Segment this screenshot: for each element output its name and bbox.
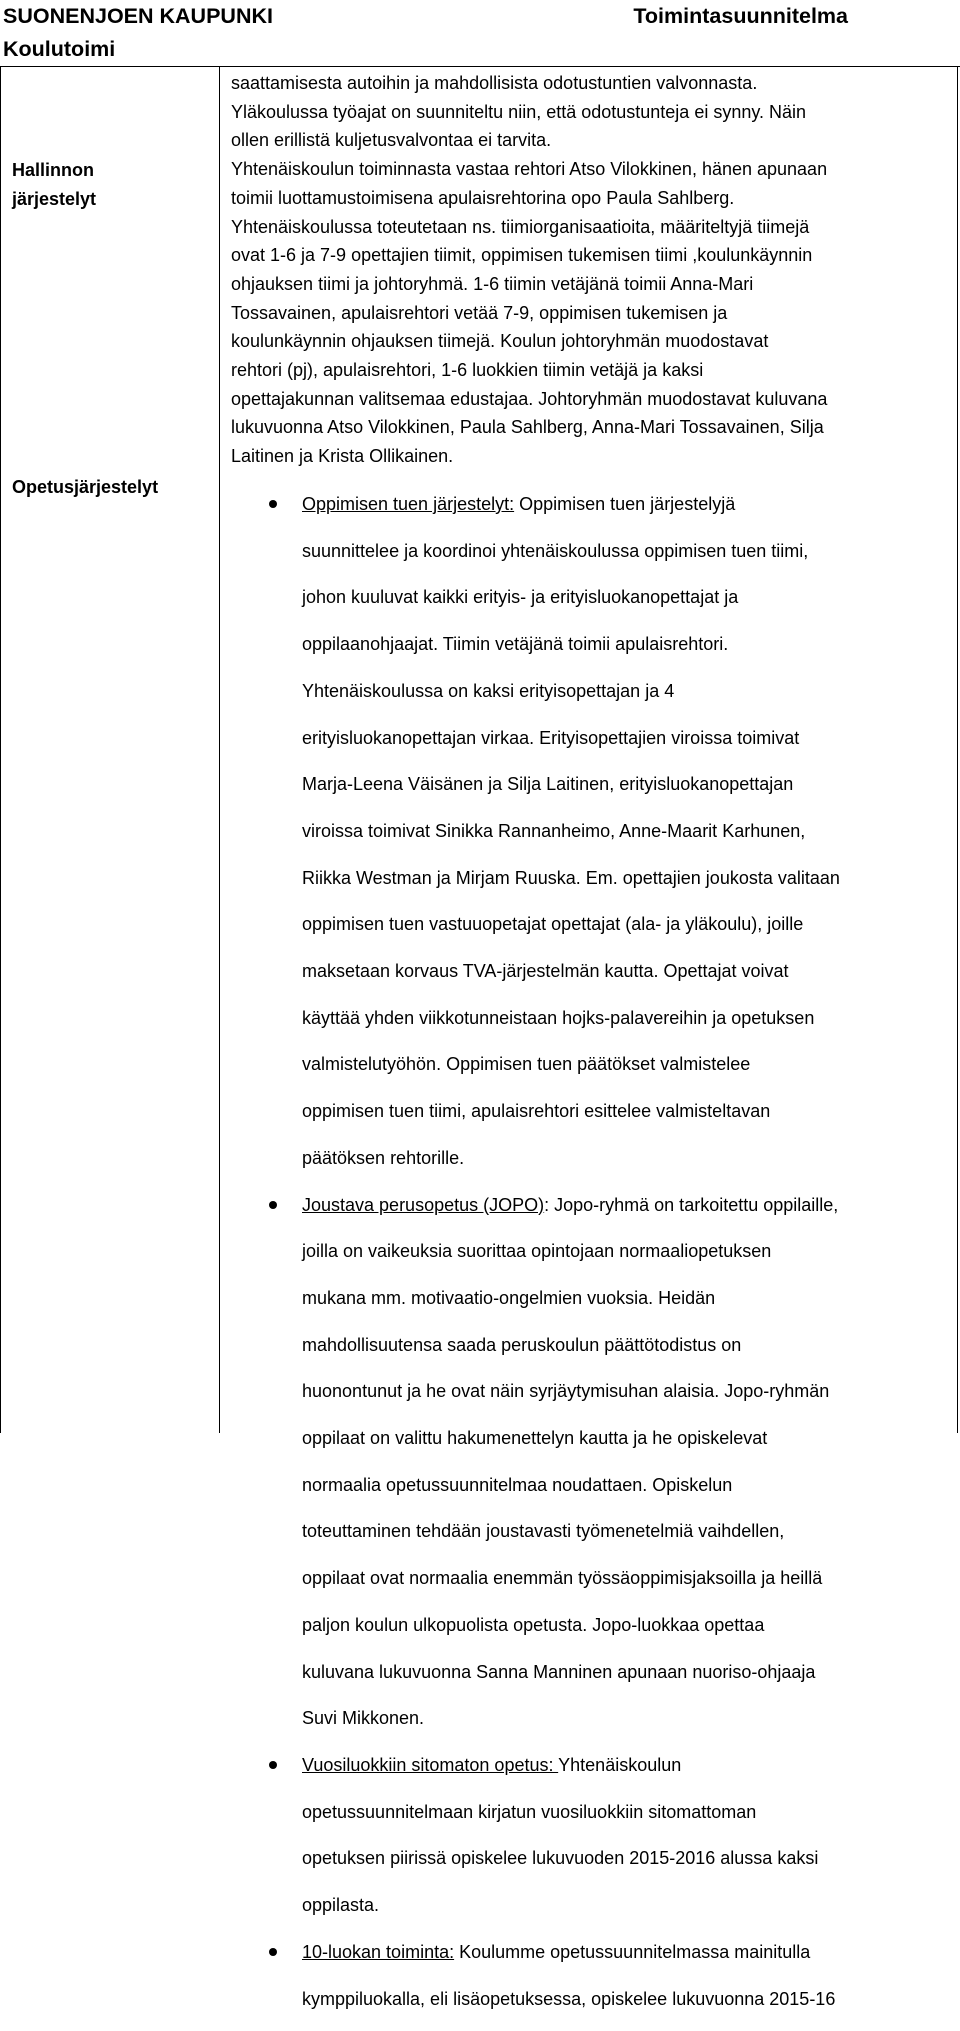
text-line: oppilaat on valittu hakumenettelyn kautta ja he opiskelevat xyxy=(302,1428,768,1449)
header-org-block xyxy=(3,0,273,66)
bullet-title: Vuosiluokkiin sitomaton opetus: xyxy=(302,1754,559,1775)
text-line: toimii luottamustoimisena apulaisrehtorina opo Paula Sahlberg. xyxy=(231,187,735,208)
bullet-text: : Jopo-ryhmä on tarkoitettu oppilaille, xyxy=(544,1194,839,1215)
text-line: toteuttaminen tehdään joustavasti työmenetelmiä vaihdellen, xyxy=(302,1521,785,1542)
text-line: valmistelutyöhön. Oppimisen tuen päätökset valmistelee xyxy=(302,1054,751,1075)
bullet-item-jopo xyxy=(258,1191,948,1733)
bullet-text: Oppimisen tuen järjestelyjä xyxy=(514,494,736,514)
bullet-title: Oppimisen tuen järjestelyt: xyxy=(302,494,515,514)
text-line: Yläkoulussa työajat on suunniteltu niin, että odotustunteja ei synny. Näin xyxy=(231,101,807,122)
bullet-text: Yhtenäiskoulun xyxy=(558,1754,682,1775)
text-line: saattamisesta autoihin ja mahdollisista odotustuntien valvonnasta. xyxy=(231,73,758,93)
bullet-text: Koulumme opetussuunnitelmassa mainitulla xyxy=(454,1941,811,1962)
hallinnon-content xyxy=(231,69,951,471)
text-line: kymppiluokalla, eli lisäopetuksessa, opiskelee lukuvuonna 2015-16 xyxy=(302,1988,836,2009)
bullet-icon xyxy=(269,500,277,508)
row-label-hallinnon-jarjestelyt xyxy=(12,156,96,214)
text-line: Yhtenäiskoulun toiminnasta vastaa rehtori Atso Vilokkinen, hänen apunaan xyxy=(231,159,828,180)
bullet-title: Joustava perusopetus (JOPO) xyxy=(302,1194,545,1215)
text-line: oppilaanohjaajat. Tiimin vetäjänä toimii apulaisrehtori. xyxy=(302,634,729,655)
table-column-divider xyxy=(219,66,220,1433)
department-name: Koulutoimi xyxy=(3,37,116,61)
text-line: opetuksen piirissä opiskelee lukuvuoden 2015-2016 alussa kaksi xyxy=(302,1848,819,1869)
text-line: Riikka Westman ja Mirjam Ruuska. Em. opettajien joukosta valitaan xyxy=(302,867,840,888)
text-line: mukana mm. motivaatio-ongelmien vuoksia. Heidän xyxy=(302,1287,716,1308)
bullet-item-vuosiluokkiin-sitomaton xyxy=(258,1751,948,1920)
row-label-line: Hallinnon xyxy=(12,160,94,180)
text-line: opetussuunnitelmaan kirjatun vuosiluokkiin sitomattoman xyxy=(302,1801,757,1822)
text-line: kuluvana lukuvuonna Sanna Manninen apunaan nuoriso-ohjaaja xyxy=(302,1661,816,1682)
text-line: erityisluokanopettajan virkaa. Erityisopettajien viroissa toimivat xyxy=(302,727,800,748)
text-line: mahdollisuutensa saada peruskoulun päättötodistus on xyxy=(302,1334,742,1355)
text-line: Yhtenäiskoulussa on kaksi erityisopettajan ja 4 xyxy=(302,680,675,701)
text-line: Yhtenäiskoulussa toteutetaan ns. tiimiorganisaatioita, määriteltyjä tiimejä xyxy=(231,216,810,237)
text-line: huonontunut ja he ovat näin syrjäytymisuhan alaisia. Jopo-ryhmän xyxy=(302,1381,830,1402)
text-line: ollen erillistä kuljetusvalvontaa ei tarvita. xyxy=(231,130,552,151)
text-line: Suvi Mikkonen. xyxy=(302,1708,425,1729)
text-line: suunnittelee ja koordinoi yhtenäiskoulussa oppimisen tuen tiimi, xyxy=(302,540,809,561)
document-title: Toimintasuunnitelma xyxy=(633,4,848,28)
opetus-bullet-list xyxy=(258,472,948,2031)
text-line: Tossavainen, apulaisrehtori vetää 7-9, oppimisen tukemisen ja xyxy=(231,302,728,323)
text-line: maksetaan korvaus TVA-järjestelmän kautta. Opettajat voivat xyxy=(302,961,789,982)
text-line: Marja-Leena Väisänen ja Silja Laitinen, erityisluokanopettajan xyxy=(302,774,794,795)
bullet-item-10-luokka xyxy=(258,1938,948,2013)
text-line: johon kuuluvat kaikki erityis- ja erityisluokanopettajat ja xyxy=(302,587,739,608)
org-name: SUONENJOEN KAUPUNKI xyxy=(3,4,273,28)
text-line: oppimisen tuen tiimi, apulaisrehtori esittelee valmisteltavan xyxy=(302,1101,771,1122)
table-left-border xyxy=(0,66,1,1433)
text-line: ohjauksen tiimi ja johtoryhmä. 1-6 tiimin vetäjänä toimii Anna-Mari xyxy=(231,273,754,294)
bullet-icon xyxy=(269,1948,277,1956)
text-line: oppilaat ovat normaalia enemmän työssäoppimisjaksoilla ja heillä xyxy=(302,1568,823,1589)
text-line: päätöksen rehtorille. xyxy=(302,1147,465,1168)
table-right-border xyxy=(957,66,958,1433)
bullet-icon xyxy=(269,1201,277,1209)
text-line: normaalia opetussuunnitelmaa noudattaen. Opiskelun xyxy=(302,1474,733,1495)
text-line: koulunkäynnin ohjauksen tiimejä. Koulun johtoryhmän muodostavat xyxy=(231,331,769,352)
bullet-item-oppimisen-tuki xyxy=(258,490,948,1173)
text-line: oppilasta. xyxy=(302,1895,380,1916)
text-line: paljon koulun ulkopuolista opetusta. Jopo-luokkaa opettaa xyxy=(302,1614,765,1635)
bullet-title: 10-luokan toiminta: xyxy=(302,1941,455,1962)
text-line: käyttää yhden viikkotunneistaan hojks-palavereihin ja opetuksen xyxy=(302,1007,815,1028)
text-line: viroissa toimivat Sinikka Rannanheimo, Anne-Maarit Karhunen, xyxy=(302,820,806,841)
bullet-icon xyxy=(269,1761,277,1769)
text-line: joilla on vaikeuksia suorittaa opintojaan normaaliopetuksen xyxy=(302,1241,772,1262)
text-line: rehtori (pj), apulaisrehtori, 1-6 luokkien tiimin vetäjä ja kaksi xyxy=(231,360,704,381)
text-line: ovat 1-6 ja 7-9 opettajien tiimit, oppimisen tukemisen tiimi ,koulunkäynnin xyxy=(231,245,813,266)
text-line: opettajakunnan valitsemaa edustajaa. Johtoryhmän muodostavat kuluvana xyxy=(231,388,828,409)
text-line: Laitinen ja Krista Ollikainen. xyxy=(231,446,454,467)
row-label-opetusjarjestelyt: Opetusjärjestelyt xyxy=(12,477,159,497)
table-top-border xyxy=(0,66,960,67)
text-line: lukuvuonna Atso Vilokkinen, Paula Sahlberg, Anna-Mari Tossavainen, Silja xyxy=(231,417,824,438)
row-label-line: järjestelyt xyxy=(12,189,97,209)
page-header xyxy=(0,0,960,66)
text-line: oppimisen tuen vastuuopetajat opettajat (ala- ja yläkoulu), joille xyxy=(302,914,804,935)
